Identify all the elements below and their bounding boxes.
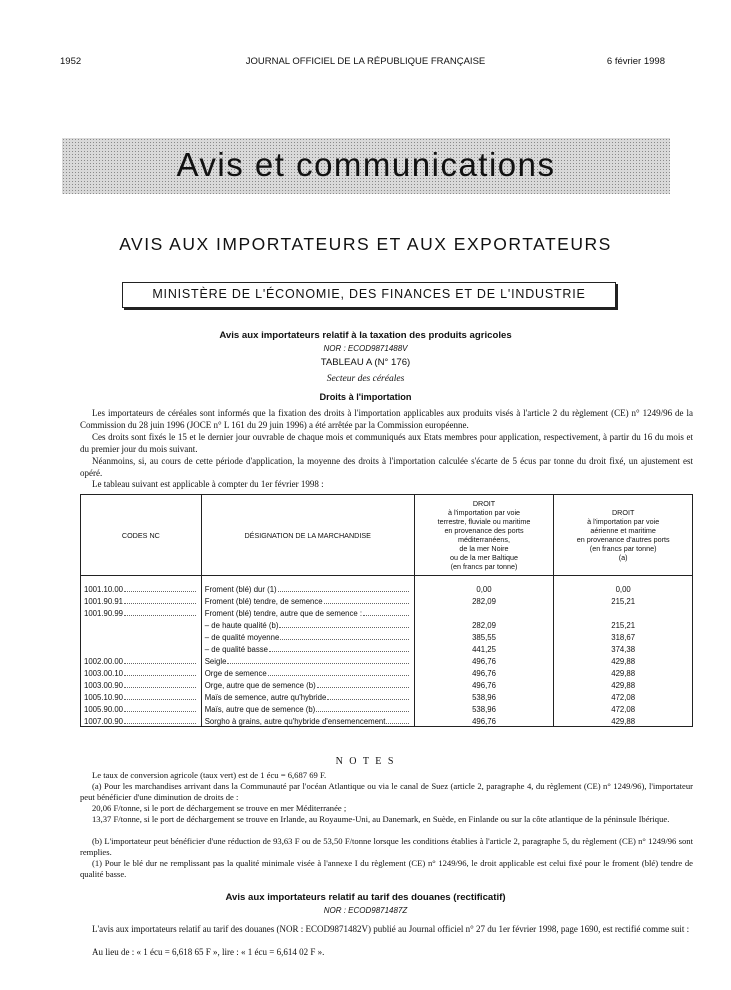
- cell-code: [81, 678, 202, 690]
- cell-designation-text: Seigle: [204, 657, 227, 666]
- header-droit-1: DROIT à l'importation par voie terrestre, fluviale ou maritime en provenance des ports méditerranéens, de la mer Noire ou de la mer Baltique (en francs par tonne): [414, 495, 554, 576]
- cell-droit-2: [554, 690, 693, 702]
- cell-droit-2-text: 374,38: [611, 645, 636, 654]
- cell-droit-2-text: 429,88: [611, 657, 636, 666]
- section-title: AVIS AUX IMPORTATEURS ET AUX EXPORTATEURS: [119, 234, 612, 254]
- cell-droit-2-text: 429,88: [611, 717, 636, 726]
- cell-designation: [201, 690, 414, 702]
- cell-droit-2: [554, 654, 693, 666]
- cell-code-text: 1005.90.00: [84, 705, 124, 714]
- cell-droit-2: [554, 642, 693, 654]
- tableau-label: TABLEAU A (N° 176): [320, 357, 411, 368]
- table-row: [81, 606, 693, 618]
- note-item: (b) L'importateur peut bénéficier d'une réduction de 93,63 F ou de 53,50 F/tonne lorsque les conditions établies à l'article 2, paragraphe 5, du règlement (CE) n° 1249/96 sont remplies.: [80, 836, 693, 857]
- note-item: 13,37 F/tonne, si le port de déchargement se trouve en Irlande, au Royaume-Uni, au Danemark, en Suède, en Finlande ou sur la côte atlantique de la péninsule Ibérique.: [92, 814, 670, 824]
- cell-code-text: 1001.10.00: [84, 585, 124, 594]
- cell-designation-text: Maïs de semence, autre qu'hybride: [204, 693, 327, 702]
- table-row: [81, 618, 693, 630]
- duties-table: [80, 494, 693, 727]
- cell-droit-1: [414, 714, 554, 727]
- cell-droit-2: [554, 606, 693, 618]
- cell-droit-2-text: 472,08: [611, 705, 636, 714]
- header-codes: CODES NC: [81, 495, 202, 576]
- cell-designation-text: – de qualité basse: [204, 645, 269, 654]
- cell-code: [81, 618, 202, 630]
- table-row: [81, 702, 693, 714]
- cell-droit-1-text: 538,96: [472, 705, 496, 714]
- page-number: 1952: [60, 56, 82, 67]
- cell-droit-2: [554, 582, 693, 594]
- cell-designation: [201, 582, 414, 594]
- cell-code: [81, 654, 202, 666]
- cell-code-text: 1005.10.90: [84, 693, 124, 702]
- cell-designation: [201, 714, 414, 727]
- notice-nor: NOR : ECOD9871488V: [323, 344, 408, 353]
- paragraph: L'avis aux importateurs relatif au tarif des douanes (NOR : ECOD9871482V) publié au Journal officiel n° 27 du 1er février 1998, page 1690, est rectifié comme suit :: [92, 924, 690, 934]
- table-row: [81, 582, 693, 594]
- cell-droit-2: [554, 630, 693, 642]
- cell-droit-1-text: 496,76: [472, 657, 496, 666]
- cell-droit-2: [554, 714, 693, 727]
- banner-title: Avis et communications: [176, 146, 556, 183]
- notice-subtitle: Droits à l'importation: [319, 392, 412, 402]
- cell-code: [81, 582, 202, 594]
- cell-designation-text: Froment (blé) tendre, autre que de semence :: [204, 609, 363, 618]
- cell-code-text: 1007.00.90: [84, 717, 124, 726]
- cell-droit-1: [414, 582, 554, 594]
- cell-droit-2-text: 215,21: [611, 597, 636, 606]
- cell-droit-1: [414, 642, 554, 654]
- cell-droit-2-text: 215,21: [611, 621, 636, 630]
- cell-code-text: 1001.90.99: [84, 609, 124, 618]
- cell-droit-1-text: 496,76: [472, 717, 496, 726]
- cell-designation: [201, 642, 414, 654]
- cell-droit-1-text: 385,55: [472, 633, 496, 642]
- cell-droit-2-text: 429,88: [611, 669, 636, 678]
- header-droit-2: DROIT à l'importation par voie aérienne et maritime en provenance d'autres ports (en francs par tonne) (a): [554, 495, 693, 576]
- cell-designation: [201, 630, 414, 642]
- cell-droit-2: [554, 702, 693, 714]
- cell-droit-1-text: 282,09: [472, 621, 496, 630]
- cell-droit-1-text: 441,25: [472, 645, 496, 654]
- note-item: (1) Pour le blé dur ne remplissant pas la qualité minimale visée à l'annexe I du règlement (CE) n° 1249/96, le droit applicable est celui fixé pour le froment (blé) tendre de qualité basse.: [80, 858, 693, 879]
- cell-droit-1: [414, 690, 554, 702]
- notes-title: N O T E S: [335, 756, 396, 767]
- cell-designation: [201, 618, 414, 630]
- cell-designation-text: Sorgho à grains, autre qu'hybride d'ensemencement: [204, 717, 386, 726]
- cell-droit-1: [414, 594, 554, 606]
- cell-code: [81, 690, 202, 702]
- cell-droit-1-text: 0,00: [476, 585, 492, 594]
- cell-designation: [201, 702, 414, 714]
- cell-designation: [201, 678, 414, 690]
- ministry-name: MINISTÈRE DE L'ÉCONOMIE, DES FINANCES ET DE L'INDUSTRIE: [152, 287, 586, 301]
- cell-droit-2: [554, 666, 693, 678]
- journal-title: JOURNAL OFFICIEL DE LA RÉPUBLIQUE FRANÇAISE: [245, 56, 486, 67]
- table-row: [81, 630, 693, 642]
- cell-droit-1: [414, 606, 554, 618]
- header-designation: DÉSIGNATION DE LA MARCHANDISE: [201, 495, 414, 576]
- paragraph: Le tableau suivant est applicable à compter du 1er février 1998 :: [92, 479, 324, 489]
- table-row: [81, 690, 693, 702]
- cell-code: [81, 666, 202, 678]
- cell-designation-text: – de haute qualité (b): [204, 621, 279, 630]
- cell-droit-1-text: 496,76: [472, 669, 496, 678]
- table-row: [81, 654, 693, 666]
- cell-droit-1-text: 538,96: [472, 693, 496, 702]
- paragraph: Les importateurs de céréales sont informés que la fixation des droits à l'importation applicables aux produits visés à l'article 2 du règlement (CE) n° 1249/96 de la Commission du 28 juin 1996 (JOCE n° L 161 du 29 juin 1996) a été arrêtée par la Commission européenne.: [80, 408, 693, 430]
- cell-designation-text: Orge de semence: [204, 669, 267, 678]
- rectificatif-nor: NOR : ECOD9871487Z: [323, 906, 408, 915]
- cell-code-text: 1003.00.10: [84, 669, 124, 678]
- cell-droit-2-text: 0,00: [615, 585, 631, 594]
- ministry-box: [122, 282, 616, 308]
- cell-designation-text: Froment (blé) tendre, de semence: [204, 597, 323, 606]
- cell-droit-1-text: 496,76: [472, 681, 496, 690]
- cell-designation: [201, 606, 414, 618]
- cell-designation-text: Froment (blé) dur (1): [204, 585, 277, 594]
- cell-designation: [201, 594, 414, 606]
- cell-droit-2: [554, 618, 693, 630]
- cell-droit-2-text: 429,88: [611, 681, 636, 690]
- cell-droit-2: [554, 594, 693, 606]
- cell-droit-2-text: 318,67: [611, 633, 636, 642]
- table-row: [81, 678, 693, 690]
- cell-droit-2-text: 472,08: [611, 693, 636, 702]
- cell-droit-1: [414, 666, 554, 678]
- cell-code: [81, 714, 202, 727]
- table-row: [81, 714, 693, 727]
- issue-date: 6 février 1998: [606, 56, 665, 67]
- note-item: (a) Pour les marchandises arrivant dans la Communauté par l'océan Atlantique ou via le canal de Suez (article 2, paragraphe 4, du règlement (CE) n° 1249/96), l'importateur peut bénéficier d'une diminution de droits de :: [80, 781, 693, 802]
- paragraph: Au lieu de : « 1 écu = 6,618 65 F », lire : « 1 écu = 6,614 02 F ».: [92, 947, 325, 957]
- cell-droit-1: [414, 630, 554, 642]
- cell-droit-1: [414, 702, 554, 714]
- cell-droit-1: [414, 678, 554, 690]
- table-row: [81, 594, 693, 606]
- cell-code-text: 1002.00.00: [84, 657, 124, 666]
- paragraph: Néanmoins, si, au cours de cette période d'application, la moyenne des droits à l'importation calculée s'écarte de 5 écus par tonne du droit fixé, un ajustement est opéré.: [80, 456, 693, 478]
- table-header-row: [81, 495, 693, 576]
- cell-code: [81, 594, 202, 606]
- note-item: Le taux de conversion agricole (taux vert) est de 1 écu = 6,687 69 F.: [92, 770, 327, 780]
- cell-designation: [201, 654, 414, 666]
- cell-droit-1: [414, 654, 554, 666]
- cell-code: [81, 702, 202, 714]
- table-row: [81, 666, 693, 678]
- cell-droit-1: [414, 618, 554, 630]
- cell-code-text: 1003.00.90: [84, 681, 124, 690]
- paragraph: Ces droits sont fixés le 15 et le dernier jour ouvrable de chaque mois et communiqués aux Etats membres pour application, respectivement, à partir du 16 du mois et du premier jour du mois suivant.: [80, 432, 693, 454]
- cell-designation-text: Maïs, autre que de semence (b): [204, 705, 316, 714]
- cell-droit-2: [554, 678, 693, 690]
- cell-designation: [201, 666, 414, 678]
- cell-code: [81, 606, 202, 618]
- cell-code: [81, 630, 202, 642]
- cell-designation-text: Orge, autre que de semence (b): [204, 681, 316, 690]
- cell-code-text: 1001.90.91: [84, 597, 124, 606]
- cell-droit-1-text: 282,09: [472, 597, 496, 606]
- table-row: [81, 642, 693, 654]
- cell-code: [81, 642, 202, 654]
- cell-designation-text: – de qualité moyenne: [204, 633, 280, 642]
- banner: [62, 138, 670, 194]
- rectificatif-title: Avis aux importateurs relatif au tarif des douanes (rectificatif): [225, 892, 506, 903]
- note-item: 20,06 F/tonne, si le port de déchargement se trouve en mer Méditerranée ;: [92, 803, 347, 813]
- notice-title: Avis aux importateurs relatif à la taxation des produits agricoles: [219, 330, 512, 341]
- sector-label: Secteur des céréales: [326, 374, 405, 384]
